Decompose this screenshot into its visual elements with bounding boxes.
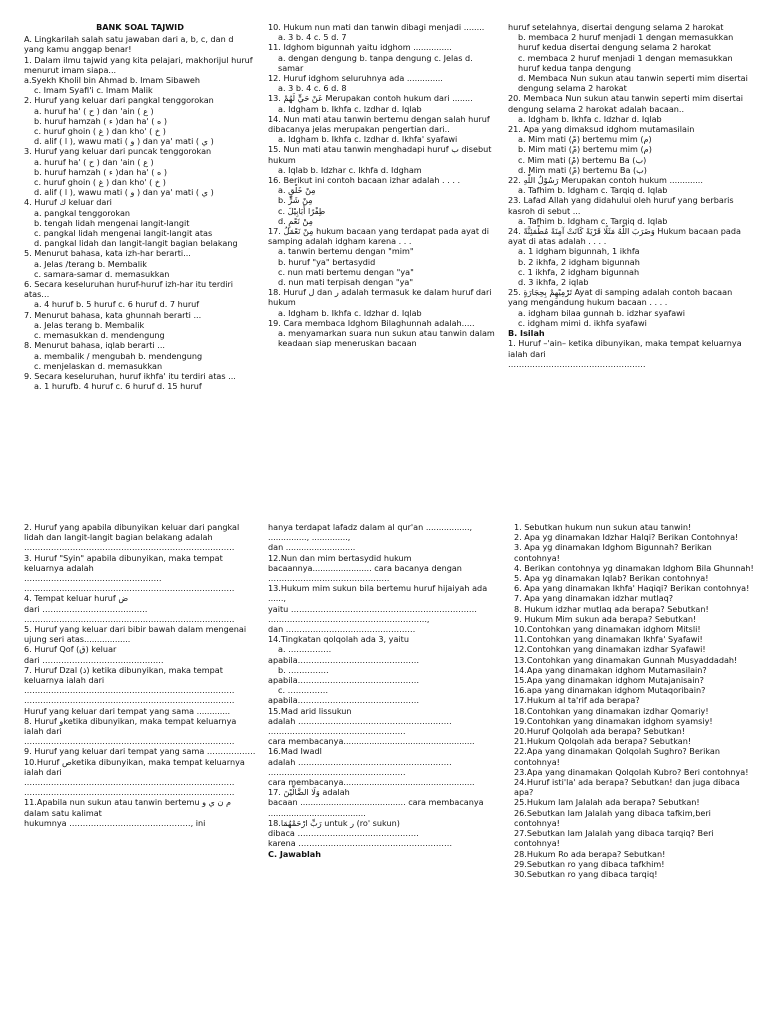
text-line: 2. Huruf yang keluar dari pangkal tenggorokan <box>24 95 214 106</box>
column-4 <box>24 522 256 828</box>
text-line: …………………………………………………………………… <box>24 613 235 624</box>
text-line: 5. Menurut bahasa, kata izh-har berarti... <box>24 248 191 259</box>
text-line: 15.Apa yang dinamakan idghom Mutajanisain? <box>514 675 704 686</box>
text-line: dibaca ……………………………………… <box>268 828 419 839</box>
text-line: b. membaca 2 huruf menjadi 1 dengan memasukkan huruf kedua disertai dengung selama 2 harokat <box>518 32 734 53</box>
text-line: 24. وَضَرَبَ اللّٰهُ مَثَلًا قَرْيَةً كَانَتْ آمِنَةً مُطْمَئِنَّةً Hukum bacaan pada ayat di atas adalah . . . . <box>508 226 741 247</box>
text-line: 11.Contohkan yang dinamakan Ikhfa' Syafawi! <box>514 634 703 645</box>
text-line: a. Mim mati (مْ) bertemu mim (م) <box>518 134 652 145</box>
text-line: c. samara-samar d. memasukkan <box>34 268 170 279</box>
text-line: 16.apa yang dinamakan idghom Mutaqoribain? <box>514 685 706 696</box>
text-line: 2. Huruf yang apabila dibunyikan keluar dari pangkal lidah dan langit-langit bagian belakang adalah <box>24 522 240 543</box>
text-line: 3. Huruf yang keluar dari puncak tenggorokan <box>24 146 212 157</box>
text-line: a. Tafhim b. Idgham c. Tarqiq d. Iqlab <box>518 215 668 226</box>
text-line: dan ………………………………………… <box>268 624 416 635</box>
text-line: yaitu …………………………………………………………… <box>268 603 478 614</box>
text-line: c. memasukkan d. mendengung <box>34 330 165 341</box>
text-line: 4. Berikan contohnya yg dinamakan Idghom Bila Ghunnah! <box>514 562 754 573</box>
text-line: a. pangkal tenggorokan <box>34 207 131 218</box>
text-line: 9. Hukum Mim sukun ada berapa? Sebutkan! <box>514 613 697 624</box>
text-line: 2. Apa yg dinamakan Idzhar Halqi? Berikan Contohnya! <box>514 532 739 543</box>
text-line: b. huruf hamzah ( ء )dan ha' ( ه ) <box>34 115 167 126</box>
text-line: 6. Secara keseluruhan huruf-huruf izh-har itu terdiri atas… <box>24 279 234 300</box>
text-line: 13.Contohkan yang dinamakan Gunnah Musyaddadah! <box>514 654 738 665</box>
text-line: 12.Nun dan mim bertasydid hukum bacaannya....................... cara bacanya dengan <box>268 552 462 573</box>
text-line: ………………………………………………….., <box>268 613 430 624</box>
text-line: a.Syekh Kholil bin Ahmad b. Imam Sibaweh <box>24 75 201 86</box>
text-line: d. Membaca Nun sukun atau tanwin seperti mim disertai dengung selama 2 harokat <box>518 73 748 94</box>
text-line: dari ………………………………… <box>24 603 148 614</box>
text-line: 5. Apa yg dinamakan Iqlab? Berikan contohnya! <box>514 573 709 584</box>
text-line: 3. Huruf "Syin" apabila dibunyikan, maka tempat keluarnya adalah <box>24 552 223 573</box>
text-line: cara membacanya................................................... <box>268 777 475 788</box>
text-line: 16. Berikut ini contoh bacaan izhar adalah . . . . <box>268 175 461 186</box>
text-line: bacaan ......................................... cara membacanya ...................................... <box>268 797 484 818</box>
text-line: c. menjelaskan d. memasukkan <box>34 360 163 371</box>
text-line: a. Iqlab b. Idzhar c. Ikhfa d. Idgham <box>278 164 422 175</box>
text-line: …………………………………………… <box>268 726 406 737</box>
text-line: 26.Sebutkan lam Jalalah yang dibaca tafkim,beri contohnya! <box>514 807 711 828</box>
text-line: …………………………………………… <box>268 766 406 777</box>
text-line: a. idgham bilaa gunnah b. idzhar syafawi <box>518 307 686 318</box>
text-line: hanya terdapat lafadz dalam al qur'an ................., ..............., .............., <box>268 522 473 543</box>
text-line: a. huruf ha' ( ح ) dan 'ain ( ع ) <box>34 105 154 116</box>
text-line: 22.Apa yang dinamakan Qolqolah Sughro? Berikan contohnya! <box>514 746 721 767</box>
text-line: apabila……………………………………… <box>268 695 420 706</box>
text-line: 7. Menurut bahasa, kata ghunnah berarti ... <box>24 309 202 320</box>
text-line: a. Tafhim b. Idgham c. Tarqiq d. Iqlab <box>518 185 668 196</box>
text-line: a. Idgham b. Ikhfa c. Izdhar d. Iqlab <box>278 103 422 114</box>
text-line: a. membalik / mengubah b. mendengung <box>34 350 203 361</box>
text-line: 11. Idghom bigunnah yaitu idghom ............... <box>268 42 452 53</box>
text-line: a. ……………. <box>278 644 332 655</box>
text-line: 21.Hukum Qolqolah ada berapa? Sebutkan! <box>514 736 692 747</box>
text-line: 9. Huruf yang keluar dari tempat yang sama ……………… <box>24 746 256 757</box>
text-line: c. طِفْرًا أَبَابِيْلَ <box>278 205 326 216</box>
text-line: 18. Huruf ل dan ر adalah termasuk ke dalam huruf dari hukum <box>268 287 492 308</box>
text-line: 1. Sebutkan hukum nun sukun atau tanwin! <box>514 522 692 532</box>
text-line: dan ........................... <box>268 542 356 553</box>
text-line: a. Idgham b. Ikhfa c. Izdhar d. Ikhfa' syafawi <box>278 134 458 145</box>
text-line: d. alif ( ا ), wawu mati ( و ) dan ya' mati ( ي ) <box>34 136 214 147</box>
text-line: c. idgham mimi d. ikhfa syafawi <box>518 317 647 328</box>
text-line: 17.Hukum al ta'rif ada berapa? <box>514 695 640 706</box>
text-line: 23.Apa yang dinamakan Qolqolah Kubro? Beri contohnya! <box>514 766 749 777</box>
text-line: 23. Lafad Allah yang didahului oleh huruf yang berbaris kasroh di sebut ... <box>508 195 734 216</box>
text-line: apabila……………………………………… <box>268 675 420 686</box>
text-line: a. 3 b. 4 c. 6 d. 8 <box>278 83 347 94</box>
text-line: 19.Contohkan yang dinamakan idghom syamsiy! <box>514 715 713 726</box>
text-line: …………………………………………… <box>508 358 646 369</box>
text-line: a. Jelas terang b. Membalik <box>34 319 145 330</box>
text-line: a. 1 hurufb. 4 huruf c. 6 huruf d. 15 huruf <box>34 381 202 392</box>
text-line: 22. رَسُوْلُ اللّٰهِ Merupakan contoh hukum ............. <box>508 175 703 186</box>
text-line: dari ……………………………………… <box>24 654 164 665</box>
text-line: 10. Hukum nun mati dan tanwin dibagi menjadi ........ <box>268 22 485 32</box>
text-line: …………………………………………………………………… <box>24 542 235 553</box>
text-line: a. huruf ha' ( ح ) dan 'ain ( ع ) <box>34 156 154 167</box>
text-line: Huruf yang keluar dari tempat yang sama ............. <box>24 705 231 716</box>
text-line: 5. Huruf yang keluar dari bibir bawah dalam mengenai ujung seri atas.................. <box>24 624 247 645</box>
text-line: …………………………………………………………………… <box>24 695 235 706</box>
text-line: 30.Sebutkan ro yang dibaca tarqiq! <box>514 868 658 879</box>
text-line: a. مِنْ خَلْقٍ <box>278 185 316 196</box>
text-line: …………………………………………………………………… <box>24 685 235 696</box>
text-line: c. nun mati bertemu dengan "ya" <box>278 266 414 277</box>
text-line: 6. Huruf Qof (ق) keluar <box>24 644 117 655</box>
text-line: a. 3 b. 4 c. 5 d. 7 <box>278 32 347 43</box>
text-line: b. …………… <box>278 664 329 675</box>
text-line: …………………………………………………………………… <box>24 583 235 594</box>
text-line: 25. تَرْمِيْهِمْ بِحِجَارَةٍ Ayat di samping adalah contoh bacaan yang mengandung hukum bacaan . . . . <box>508 287 733 308</box>
text-line: 13. عَنْ حَيٍّ لَهُمْ Merupakan contoh hukum dari ........ <box>268 93 473 104</box>
text-line: adalah ………………………………………………… <box>268 715 452 726</box>
text-line: 27.Sebutkan lam Jalalah yang dibaca tarqiq? Beri contohnya! <box>514 828 714 849</box>
text-line: 20. Membaca Nun sukun atau tanwin seperti mim disertai dengung selama 2 harokat adalah bacaan.. <box>508 93 744 114</box>
text-line: 20.Huruf Qolqolah ada berapa? Sebutkan! <box>514 726 685 737</box>
text-line: 1. Dalam ilmu tajwid yang kita pelajari, makhorijul huruf menurut imam siapa... <box>24 54 253 75</box>
text-line: 11.Apabila nun sukun atau tanwin bertemu م ن ي و dalam satu kalimat <box>24 797 231 818</box>
text-line: 14.Apa yang dinamakan idghom Mutamasilain? <box>514 664 707 675</box>
text-line: …………………………………………………………………… <box>24 736 235 747</box>
text-line: 16.Mad Iwadl <box>268 746 322 757</box>
text-line: 13.Hukum mim sukun bila bertemu huruf hijaiyah ada ......, <box>268 583 488 604</box>
text-line: 14.Tingkatan qolqolah ada 3, yaitu <box>268 634 409 645</box>
text-line: b. 2 ikhfa, 2 idgham bigunnah <box>518 256 640 267</box>
text-line: cara membacanya................................................... <box>268 736 475 747</box>
text-line: a. 1 idgham bigunnah, 1 ikhfa <box>518 246 640 257</box>
text-line: 15.Mad arid lissukun <box>268 705 352 716</box>
text-line: 29.Sebutkan ro yang dibaca tafkhim! <box>514 858 665 869</box>
text-line: 7. Huruf Dzal (ذ) ketika dibunyikan, maka tempat keluarnya ialah dari <box>24 664 223 686</box>
text-line: d. 3 ikhfa, 2 iqlab <box>518 277 589 288</box>
text-line: c. 1 ikhfa, 2 idgham bigunnah <box>518 266 640 277</box>
text-line: 17. وَلَا الضَّالِّيْنَ adalah <box>268 787 350 798</box>
text-line: c. huruf ghoin ( غ ) dan kho' ( خ ) <box>34 126 166 137</box>
text-line: BANK SOAL TAJWID <box>96 22 184 32</box>
text-line: a. Idgham b. Ikhfa c. Idzhar d. Iqlab <box>518 113 662 124</box>
text-line: 18.رَبِّ ارْحَمْهُمَا untuk ر (ro' sukun) <box>268 817 400 828</box>
text-line: B. Isilah <box>508 328 545 339</box>
text-line: c. Imam Syafi'i c. Imam Malik <box>34 85 153 96</box>
text-line: ……………………………………… <box>268 573 390 584</box>
column-5 <box>268 522 500 859</box>
text-line: 17. مِنْ نَعْمَلُ hukum bacaan yang terdapat pada ayat di samping adalah idgham karena . . . <box>268 226 490 247</box>
text-line: 4. Tempat keluar huruf ض <box>24 593 129 604</box>
text-line: 25.Hukum lam Jalalah ada berapa? Sebutkan! <box>514 797 700 808</box>
text-line: 6. Apa yang dinamakan Ikhfa' Haqiqi? Berikan contohnya! <box>514 583 750 594</box>
text-line: 12. Huruf idghom seluruhnya ada .............. <box>268 73 443 84</box>
column-1 <box>24 22 256 391</box>
text-line: …………………………………………………………………… <box>24 777 235 788</box>
text-line: 3. Apa yg dinamakan Idghom Bigunnah? Berikan contohnya! <box>514 542 712 563</box>
text-line: a. menyamarkan suara nun sukun atau tanwin dalam keadaan siap meneruskan bacaan <box>278 328 495 349</box>
text-line: c. …………… <box>278 685 329 696</box>
text-line: d. مِنْ نَعْمٍ <box>278 215 313 226</box>
text-line: 10.Contohkan yang dinamakan idghom Mitsli! <box>514 624 701 635</box>
text-line: apabila……………………………………… <box>268 654 420 665</box>
text-line: hukumnya ………………………………………, ini <box>24 817 206 828</box>
text-line: 8. Hukum idzhar mutlaq ada berapa? Sebutkan! <box>514 603 709 614</box>
text-line: 8. Huruf وketika dibunyikan, maka tempat keluarnya ialah dari <box>24 715 237 737</box>
text-line: 9. Secara keseluruhan, huruf ikhfa' itu terdiri atas ... <box>24 370 236 381</box>
text-line: …………………………………………………………………… <box>24 787 235 798</box>
text-line: 12.Contohkan yang dinamakan izdhar Syafawi! <box>514 644 706 655</box>
text-line: adalah ………………………………………………… <box>268 756 452 767</box>
text-line: b. مِنْ شَرٍّ <box>278 195 313 206</box>
text-line: C. Jawablah <box>268 848 322 859</box>
text-line: 7. Apa yang dinamakan idzhar mutlaq? <box>514 593 674 604</box>
text-line: 21. Apa yang dimaksud idghom mutamasilain <box>508 124 695 135</box>
text-line: 1. Huruf –'ain– ketika dibunyikan, maka tempat keluarnya ialah dari <box>508 338 742 359</box>
text-line: b. tengah lidah mengenai langit-langit <box>34 217 190 228</box>
text-line: a. dengan dengung b. tanpa dengung c. Jelas d. samar <box>278 52 473 73</box>
text-line: 24.Huruf isti'la' ada berapa? Sebutkan! dan juga dibaca apa? <box>514 777 740 798</box>
text-line: 18.Contohkan yang dinamakan izdhar Qomariy! <box>514 705 709 716</box>
text-line: a. tanwin bertemu dengan "mim" <box>278 246 414 257</box>
text-line: c. membaca 2 huruf menjadi 1 dengan memasukkan huruf kedua tanpa dengung <box>518 52 733 73</box>
text-line: d. nun mati terpisah dengan "ya" <box>278 277 414 288</box>
text-line: karena ………………………………………………… <box>268 838 453 849</box>
text-line: a. Jelas /terang b. Membalik <box>34 258 147 269</box>
text-line: 28.Hukum Ro ada berapa? Sebutkan! <box>514 848 666 859</box>
text-line: b. huruf "ya" bertasydid <box>278 256 376 267</box>
text-line: d. alif ( ا ), wawu mati ( و ) dan ya' mati ( ي ) <box>34 187 214 198</box>
column-3 <box>508 22 754 369</box>
text-line: 14. Nun mati atau tanwin bertemu dengan salah huruf dibacanya jelas merupakan pengertian dari.. <box>268 113 490 135</box>
text-line: …………………………………………… <box>24 573 162 584</box>
text-line: 19. Cara membaca Idghom Bilaghunnah adalah..... <box>268 317 475 328</box>
text-line: 15. Nun mati atau tanwin menghadapi huruf ب disebut hukum <box>268 144 492 165</box>
text-line: 4. Huruf ك keluar dari <box>24 197 112 208</box>
column-2 <box>268 22 496 349</box>
text-line: d. Mim mati (مْ) bertemu Ba (ب) <box>518 164 647 175</box>
text-line: a. 4 huruf b. 5 huruf c. 6 huruf d. 7 huruf <box>34 299 200 310</box>
text-line: a. Idgham b. Ikhfa c. Idzhar d. Iqlab <box>278 307 422 318</box>
text-line: c. pangkal lidah mengenai langit-langit atas <box>34 228 213 239</box>
text-line: huruf setelahnya, disertai dengung selama 2 harokat <box>508 22 724 32</box>
text-line: d. pangkal lidah dan langit-langit bagian belakang <box>34 238 238 249</box>
text-line: 10.Huruf صketika dibunyikan, maka tempat keluarnya ialah dari <box>24 756 245 777</box>
text-line: c. huruf ghoin ( غ ) dan kho' ( خ ) <box>34 177 166 188</box>
text-line: c. Mim mati (مْ) bertemu Ba (ب) <box>518 154 647 165</box>
column-6 <box>514 522 754 879</box>
text-line: A. Lingkarilah salah satu jawaban dari a, b, c, dan d yang kamu anggap benar! <box>24 34 234 55</box>
text-line: b. huruf hamzah ( ء )dan ha' ( ه ) <box>34 166 167 177</box>
text-line: b. Mim mati (مْ) bertemu mim (م) <box>518 144 652 155</box>
text-line: 8. Menurut bahasa, iqlab berarti ... <box>24 340 165 351</box>
